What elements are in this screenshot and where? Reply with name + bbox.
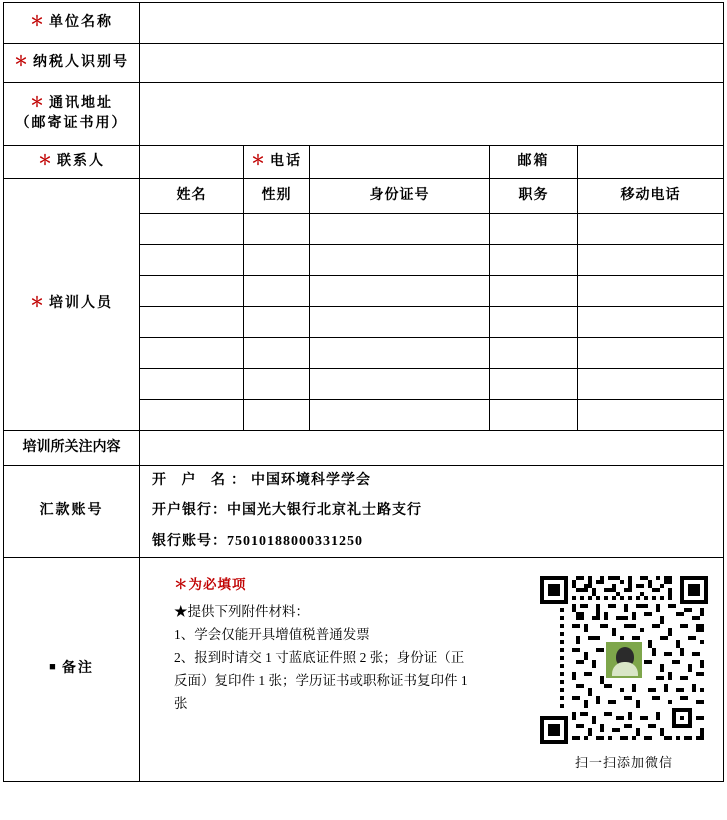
input-taxpayer-id[interactable]: [140, 44, 724, 83]
cell-position[interactable]: [490, 214, 578, 245]
input-address[interactable]: [140, 83, 724, 146]
cell-id-number[interactable]: [310, 369, 490, 400]
input-phone[interactable]: [310, 146, 490, 179]
cell-name[interactable]: [140, 245, 244, 276]
label-remittance: 汇款账号: [4, 466, 140, 558]
qr-caption: 扫一扫添加微信: [575, 754, 674, 770]
cell-position[interactable]: [490, 338, 578, 369]
cell-position[interactable]: [490, 276, 578, 307]
cell-mobile[interactable]: [578, 276, 724, 307]
cell-gender[interactable]: [244, 369, 310, 400]
cell-name[interactable]: [140, 276, 244, 307]
remark-content: [140, 557, 724, 781]
label-email: 邮箱: [490, 146, 578, 179]
cell-name[interactable]: [140, 369, 244, 400]
remark-text-block: [146, 568, 531, 716]
bank-account-name-line: 开 户 名：中国环境科学学会: [152, 473, 371, 488]
input-focus[interactable]: [140, 431, 724, 466]
cell-gender[interactable]: [244, 338, 310, 369]
table-row-remittance: [4, 466, 724, 558]
cell-gender[interactable]: [244, 276, 310, 307]
cell-gender[interactable]: [244, 214, 310, 245]
cell-mobile[interactable]: [578, 369, 724, 400]
label-remark: ■ 备注: [4, 557, 140, 781]
table-row-address: [4, 83, 724, 146]
remark-line-3: 2、报到时请交 1 寸蓝底证件照 2 张；身份证（正: [174, 649, 465, 665]
table-row-contact: [4, 146, 724, 179]
column-header-mobile: 移动电话: [578, 179, 724, 214]
cell-id-number[interactable]: [310, 276, 490, 307]
required-asterisk-icon: ＊: [14, 54, 30, 70]
label-address: [4, 83, 140, 146]
cell-mobile[interactable]: [578, 214, 724, 245]
input-contact[interactable]: [140, 146, 244, 179]
qr-center-avatar-icon: [604, 640, 644, 680]
cell-mobile[interactable]: [578, 338, 724, 369]
label-contact: ＊ 联系人: [4, 146, 140, 179]
column-header-position: 职务: [490, 179, 578, 214]
required-note: ＊为必填项: [174, 576, 247, 592]
column-header-gender: 性别: [244, 179, 310, 214]
remark-line-5: 张: [174, 695, 188, 711]
required-asterisk-icon: ＊: [30, 296, 46, 312]
cell-name[interactable]: [140, 338, 244, 369]
cell-id-number[interactable]: [310, 400, 490, 431]
column-header-name: 姓名: [140, 179, 244, 214]
cell-gender[interactable]: [244, 400, 310, 431]
registration-table: [3, 2, 724, 782]
table-row-trainee-header: [4, 179, 724, 214]
cell-mobile[interactable]: [578, 245, 724, 276]
remark-line-2: 1、学会仅能开具增值税普通发票: [174, 626, 370, 642]
cell-mobile[interactable]: [578, 400, 724, 431]
wechat-qr-block: [531, 568, 717, 773]
cell-name[interactable]: [140, 400, 244, 431]
square-bullet-icon: ■: [49, 661, 58, 674]
label-focus: 培训所关注内容: [4, 431, 140, 466]
remark-line-1: ★提供下列附件材料：: [174, 603, 309, 619]
cell-id-number[interactable]: [310, 214, 490, 245]
cell-position[interactable]: [490, 400, 578, 431]
cell-gender[interactable]: [244, 307, 310, 338]
required-asterisk-icon: ＊: [38, 153, 54, 169]
label-address-line2: （邮寄证书用）: [15, 116, 128, 131]
table-row-focus: [4, 431, 724, 466]
table-row-unit-name: [4, 3, 724, 44]
cell-gender[interactable]: [244, 245, 310, 276]
bank-name-line: 开户银行：中国光大银行北京礼士路支行: [152, 503, 422, 519]
required-asterisk-icon: ＊: [30, 95, 46, 111]
remark-line-4: 反面）复印件 1 张；学历证书或职称证书复印件 1: [174, 672, 468, 688]
cell-name[interactable]: [140, 214, 244, 245]
table-row-remark: [4, 557, 724, 781]
cell-id-number[interactable]: [310, 338, 490, 369]
required-asterisk-icon: ＊: [30, 14, 46, 30]
label-address-line1: ＊ 通讯地址: [30, 95, 113, 111]
label-trainees: ＊ 培训人员: [4, 179, 140, 431]
label-unit-name: ＊ 单位名称: [4, 3, 140, 44]
remittance-details: [140, 466, 724, 558]
cell-name[interactable]: [140, 307, 244, 338]
cell-id-number[interactable]: [310, 245, 490, 276]
input-email[interactable]: [578, 146, 724, 179]
cell-id-number[interactable]: [310, 307, 490, 338]
cell-position[interactable]: [490, 245, 578, 276]
label-taxpayer-id: ＊ 纳税人识别号: [4, 44, 140, 83]
registration-form-sheet: [0, 2, 727, 820]
label-phone: ＊ 电话: [244, 146, 310, 179]
input-unit-name[interactable]: [140, 3, 724, 44]
table-row-taxpayer-id: [4, 44, 724, 83]
cell-position[interactable]: [490, 369, 578, 400]
bank-account-number-line: 银行账号：75010188000331250: [152, 533, 363, 549]
cell-mobile[interactable]: [578, 307, 724, 338]
cell-position[interactable]: [490, 307, 578, 338]
required-asterisk-icon: ＊: [251, 153, 267, 169]
qr-code-image: [536, 572, 712, 748]
column-header-id-number: 身份证号: [310, 179, 490, 214]
